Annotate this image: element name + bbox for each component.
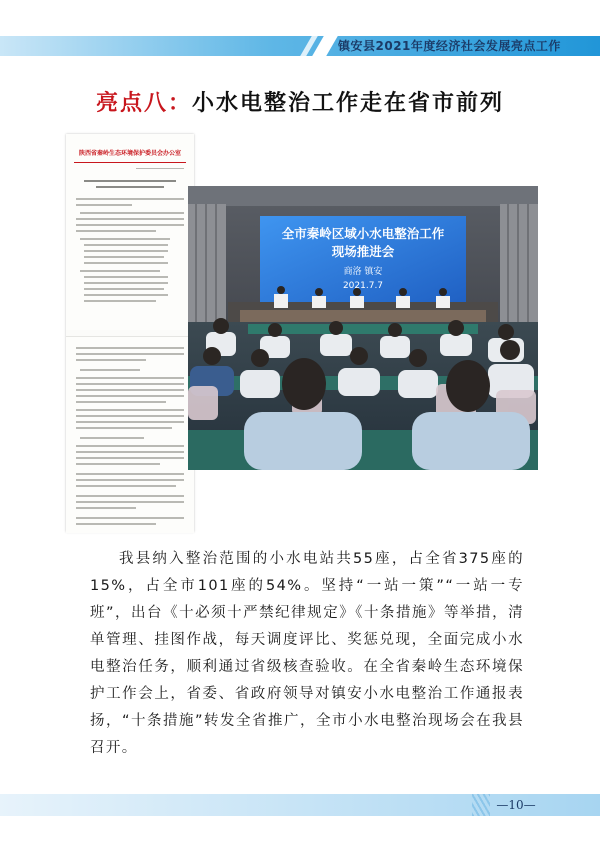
document-scan-image (66, 134, 194, 532)
headline-tag: 亮点八： (95, 90, 192, 116)
headline-text: 小水电整治工作走在省市前列 (192, 90, 505, 116)
document-page (66, 134, 194, 330)
footer-decoration (472, 794, 490, 816)
body-paragraph: 我县纳入整治范围的小水电站共55座，占全省375座的15%，占全市101座的54%。坚持“一站一策”“一站一专班”，出台《十必须十严禁纪律规定》《十条措施》等举措，清单管理、挂图作战，每天调度评比、奖惩兑现，全面完成小水电整治任务，顺利通过省级核查验收。在全省秦岭生态环境保护工作会上，省委、省政府领导对镇安小水电整治工作通报表扬，“十条措施”转发全省推广，全市小水电整治现场会在我县召开。 (90, 551, 524, 756)
page-number: —10— (496, 798, 536, 812)
document-letterhead: 陕西省秦岭生态环境保护委员会办公室 (78, 150, 181, 157)
screen-title-line2: 现场推进会 (331, 244, 395, 259)
page-headline (0, 86, 600, 117)
screen-title-line1: 全市秦岭区域小水电整治工作 (281, 226, 445, 241)
screen-date: 2021.7.7 (342, 281, 384, 291)
document-page (66, 336, 194, 533)
letterhead-rule (74, 162, 186, 163)
meeting-photo (188, 186, 538, 470)
screen-location: 商洛 镇安 (343, 267, 383, 277)
running-header-title: 镇安县2021年度经济社会发展亮点工作 (338, 39, 561, 53)
